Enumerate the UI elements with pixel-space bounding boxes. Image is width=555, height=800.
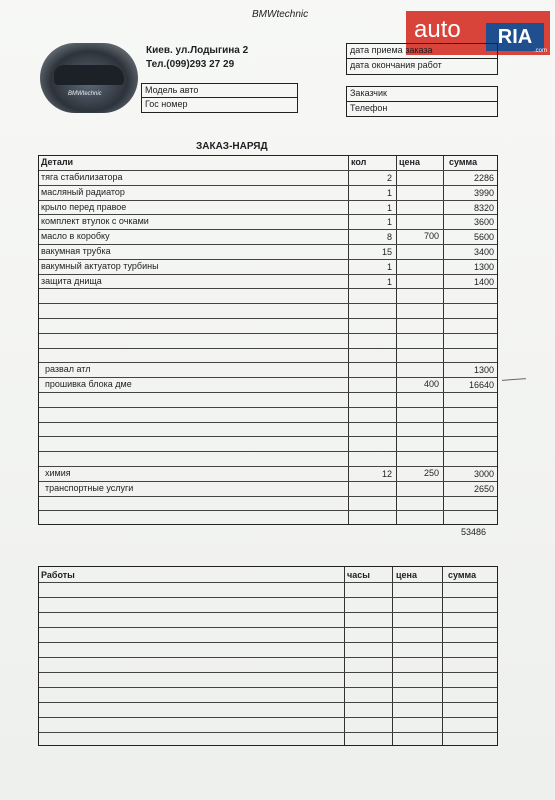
part-name: прошивка блока дме	[45, 379, 132, 390]
table-row	[39, 303, 497, 318]
part-qty: 8	[386, 232, 392, 243]
order-finish-date: дата окончания работ	[346, 59, 498, 75]
table-row	[39, 214, 497, 229]
part-sum: 8320	[473, 202, 494, 213]
logo-text: BMWtechnic	[68, 91, 102, 97]
company-phone: Тел.(099)293 27 29	[146, 59, 235, 70]
parts-header-0: Детали	[41, 157, 74, 167]
part-price: 400	[423, 379, 439, 390]
brand-title: BMWtechnic	[252, 9, 309, 20]
order-total: 53486	[461, 527, 487, 537]
table-row	[39, 627, 497, 642]
table-row	[39, 466, 497, 481]
order-title: ЗАКАЗ-НАРЯД	[196, 141, 268, 152]
table-row	[39, 732, 497, 747]
table-row	[39, 288, 497, 303]
table-row	[39, 657, 497, 672]
part-name: масло в коробку	[41, 231, 110, 242]
part-qty: 15	[381, 247, 392, 257]
parts-table	[38, 155, 498, 525]
part-name: транспортные услуги	[45, 482, 134, 493]
table-row	[39, 612, 497, 627]
part-name: комплект втулок с очками	[41, 216, 149, 227]
part-name: химия	[45, 468, 71, 478]
table-row	[39, 185, 497, 200]
part-sum: 2650	[473, 483, 494, 494]
part-name: крыло перед правое	[41, 201, 127, 212]
table-row	[39, 597, 497, 612]
part-qty: 1	[386, 187, 392, 198]
part-sum: 1400	[473, 276, 494, 287]
customer-field: Заказчик	[346, 86, 498, 102]
table-row	[39, 451, 497, 466]
part-sum: 3400	[473, 247, 494, 257]
table-row	[39, 392, 497, 407]
part-qty: 2	[386, 173, 392, 183]
table-row	[39, 348, 497, 363]
part-sum: 1300	[473, 365, 494, 376]
table-row	[39, 170, 497, 185]
table-row	[39, 377, 497, 392]
table-row	[39, 717, 497, 732]
part-sum: 3990	[473, 187, 494, 198]
watermark-ria: RIA	[486, 23, 544, 51]
part-name: развал атл	[45, 364, 91, 375]
table-row	[39, 481, 497, 496]
table-row	[39, 582, 497, 597]
table-row	[39, 642, 497, 657]
table-row	[39, 672, 497, 687]
part-name: масляный радиатор	[41, 186, 125, 197]
parts-header-2: цена	[399, 157, 420, 167]
part-name: тяга стабилизатора	[41, 172, 123, 182]
table-row	[39, 259, 497, 274]
works-table	[38, 566, 498, 746]
works-header-1: часы	[347, 570, 370, 580]
table-row	[39, 244, 497, 259]
works-header-3: сумма	[448, 570, 477, 580]
parts-header-3: сумма	[449, 157, 478, 167]
part-price: 250	[423, 468, 439, 478]
works-header-0: Работы	[41, 570, 75, 580]
part-name: вакумная трубка	[41, 246, 111, 256]
part-sum: 2286	[473, 173, 494, 183]
plate-number-field: Гос номер	[141, 98, 298, 113]
part-qty: 1	[386, 217, 392, 228]
pen-mark	[502, 378, 526, 381]
company-logo	[40, 43, 138, 113]
order-received-date: дата приема заказа	[346, 43, 498, 59]
part-qty: 1	[386, 202, 392, 213]
part-sum: 16640	[468, 380, 494, 391]
table-row	[39, 436, 497, 451]
car-icon	[54, 65, 124, 85]
table-row	[39, 702, 497, 717]
part-sum: 3000	[473, 469, 494, 479]
part-name: защита днища	[41, 275, 102, 286]
table-row	[39, 200, 497, 215]
table-row	[39, 496, 497, 511]
part-name: вакумный актуатор турбины	[41, 260, 159, 271]
part-sum: 5600	[473, 232, 494, 243]
part-price: 700	[423, 231, 439, 242]
table-row	[39, 510, 497, 525]
part-qty: 12	[381, 469, 392, 479]
table-row	[39, 333, 497, 348]
car-model-field: Модель авто	[141, 83, 298, 98]
table-row	[39, 318, 497, 333]
part-qty: 1	[386, 261, 392, 272]
watermark-auto: auto	[414, 16, 461, 43]
table-row	[39, 229, 497, 244]
table-row	[39, 687, 497, 702]
part-sum: 3600	[473, 217, 494, 228]
parts-header-1: кол	[351, 157, 367, 167]
watermark-com: .com	[533, 48, 547, 54]
table-row	[39, 422, 497, 437]
part-sum: 1300	[473, 261, 494, 272]
part-qty: 1	[386, 276, 392, 287]
table-row	[39, 407, 497, 422]
works-header-2: цена	[396, 570, 417, 580]
phone-field: Телефон	[346, 102, 498, 117]
company-address: Киев. ул.Лодыгина 2	[146, 45, 249, 56]
table-row	[39, 274, 497, 289]
table-row	[39, 362, 497, 377]
